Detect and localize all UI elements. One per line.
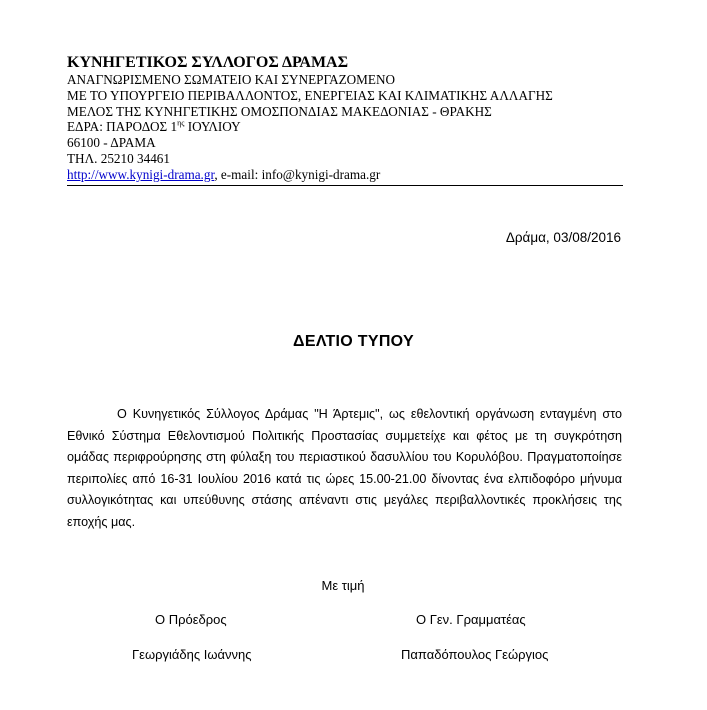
body-paragraph: Ο Κυνηγετικός Σύλλογος Δράμας "Η Άρτεμις", ως εθελοντική οργάνωση ενταγμένη στο Εθνικό Σύστημα Εθελοντισμού Πολιτικής Προστασίας συμμετείχε και φέτος με τη συγκρότηση ομάδας περιφρούρησης στη φύλαξη του περιαστικού δασυλλίου του Κορυλόβου. Πραγματοποίησε περιπολίες από 16-31 Ιουλίου 2016 κατά τις ώρες 15.00-21.00 δίνοντας ένα ελπιδοφόρο μήνυμα συλλογικότητας και υπεύθυνης στάσης απέναντι στις μεγάλες περιβαλλοντικές προκλήσεις της εποχής μας. xyxy=(67,407,622,529)
president-title: Ο Πρόεδρος xyxy=(155,612,227,627)
address-prefix: ΕΔΡΑ: ΠΑΡΟΔΟΣ 1 xyxy=(67,119,178,135)
contact-line xyxy=(67,167,623,183)
letterhead xyxy=(67,54,623,186)
press-release-heading: ΔΕΛΤΙΟ ΤΥΠΟΥ xyxy=(293,333,414,350)
document-date: Δράμα, 03/08/2016 xyxy=(505,230,621,245)
secretary-title: Ο Γεν. Γραμματέας xyxy=(416,612,526,627)
organization-name: ΚΥΝΗΓΕΤΙΚΟΣ ΣΥΛΛΟΓΟΣ ΔΡΑΜΑΣ xyxy=(67,54,349,71)
letterhead-line-3: ΜΕΛΟΣ ΤΗΣ ΚΥΝΗΓΕΤΙΚΗΣ ΟΜΟΣΠΟΝΔΙΑΣ ΜΑΚΕΔΟΝΙΑΣ - ΘΡΑΚΗΣ xyxy=(67,103,492,119)
phone: ΤΗΛ. 25210 34461 xyxy=(67,150,170,166)
letterhead-line-1: ΑΝΑΓΝΩΡΙΣΜΕΝΟ ΣΩΜΑΤΕΙΟ ΚΑΙ ΣΥΝΕΡΓΑΖΟΜΕΝΟ xyxy=(67,72,396,87)
letterhead-line-2: ΜΕ ΤΟ ΥΠΟΥΡΓΕΙΟ ΠΕΡΙΒΑΛΛΟΝΤΟΣ, ΕΝΕΡΓΕΙΑΣ ΚΑΙ ΚΛΙΜΑΤΙΚΗΣ ΑΛΛΑΓΗΣ xyxy=(67,87,553,103)
closing-text: Με τιμή xyxy=(321,578,365,593)
president-name: Γεωργιάδης Ιωάννης xyxy=(132,647,252,662)
secretary-name: Παπαδόπουλος Γεώργιος xyxy=(401,647,549,662)
address-suffix: ΙΟΥΛΙΟΥ xyxy=(184,119,241,135)
postal-code: 66100 - ΔΡΑΜΑ xyxy=(67,135,156,151)
address-superscript: ης xyxy=(177,119,185,128)
address xyxy=(67,119,623,135)
website-link[interactable]: http://www.kynigi-drama.gr xyxy=(67,166,215,182)
email-text: , e-mail: info@kynigi-drama.gr xyxy=(214,166,381,182)
